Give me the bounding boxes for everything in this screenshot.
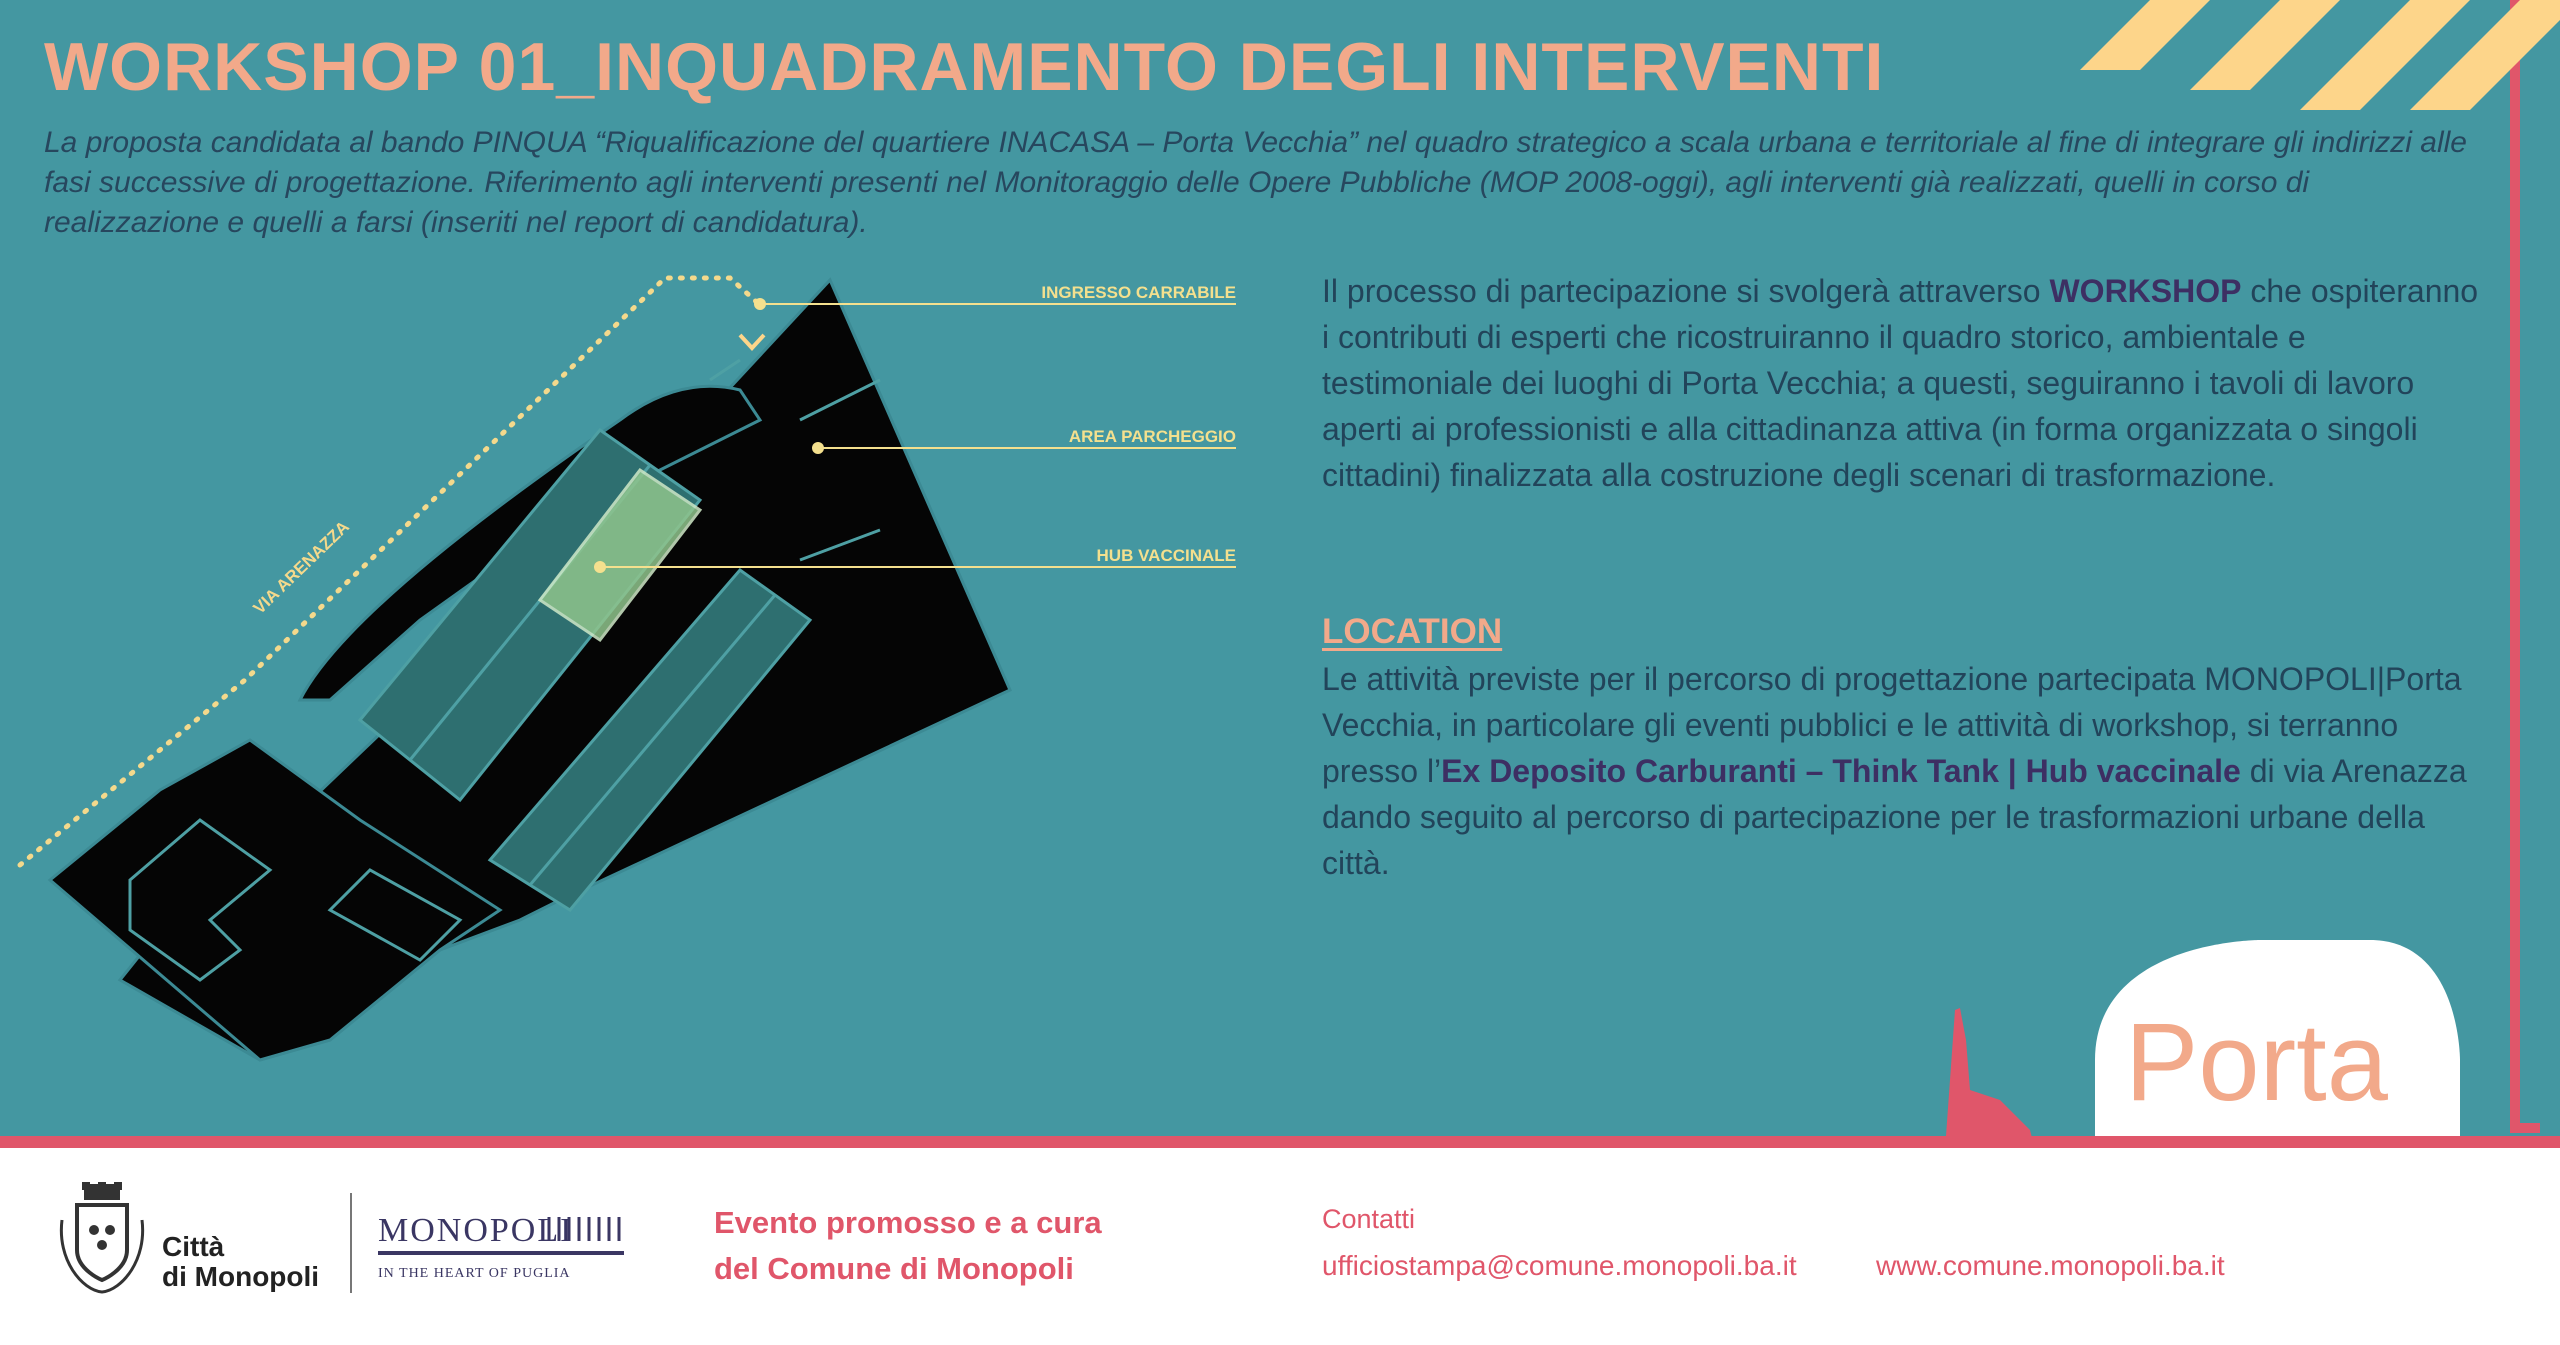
yellow-stripes-decoration: [2080, 0, 2560, 110]
city-name: Città di Monopoli: [162, 1231, 320, 1292]
entry-chevron-icon: [740, 335, 764, 348]
page-title: WORKSHOP 01_INQUADRAMENTO DEGLI INTERVENTI: [44, 29, 1885, 105]
website-link[interactable]: www.comune.monopoli.ba.it: [1876, 1250, 2225, 1281]
site-map: [0, 260, 1300, 1120]
location-paragraph: Le attività previste per il percorso di progettazione partecipata MONOPOLI|Porta Vecchia, in particolare gli eventi pubblici e le attività di workshop, si terranno presso l’Ex Deposito Carburanti – Think Tank | Hub vaccinale di via Arenazza dando seguito al percorso di partecipazione per le trasformazioni urbane della città.: [1322, 661, 2467, 881]
callout-area-parcheggio: AREA PARCHEGGIO: [1068, 427, 1236, 446]
contact-email-link[interactable]: ufficiostampa@comune.monopoli.ba.it: [1322, 1250, 1797, 1281]
callout-ingresso-carrabile: INGRESSO CARRABILE: [1041, 283, 1236, 302]
bell-tower-silhouette: [1945, 1008, 2035, 1150]
page-subtitle: La proposta candidata al bando PINQUA “Riqualificazione del quartiere INACASA – Porta Vecchia” nel quadro strategico a scala urbana e territoriale al fine di integrare gli indirizzi alle fasi successive di progettazione. Riferimento agli interventi presenti nel Monitoraggio delle Opere Pubbliche (MOP 2008-oggi), agli interventi già realizzati, quelli in corso di realizzazione e quelli a farsi (inseriti nel report di candidatura).: [44, 126, 2467, 239]
city-crest-icon: [52, 1180, 152, 1300]
venue-name: Ex Deposito Carburanti – Think Tank | Hub vaccinale: [1441, 753, 2241, 789]
promo-text: Evento promosso e a cura del Comune di Monopoli: [714, 1205, 1102, 1286]
contact-label: Contatti: [1322, 1204, 1416, 1234]
mono-tagline: IN THE HEART OF PUGLIA: [378, 1266, 571, 1281]
logo-porta: Porta: [2125, 1001, 2388, 1124]
street-label: VIA ARENAZZA: [249, 517, 353, 618]
footer-divider-line: [0, 1136, 2560, 1148]
footer-logo-divider: [350, 1193, 352, 1293]
intro-paragraph: Il processo di partecipazione si svolgerà attraverso WORKSHOP che ospiteranno i contributi di esperti che ricostruiranno il quadro storico, ambientale e testimoniale dei luoghi di Porta Vecchia; a questi, seguiranno i tavoli di lavoro aperti ai professionisti e alla cittadinanza attiva (in forma organizzata o singoli cittadini) finalizzata alla costruzione degli scenari di trasformazione.: [1322, 273, 2479, 493]
monopoli-brand-logo: [374, 1205, 634, 1285]
mono-brand-text: MONOPOLI: [378, 1212, 574, 1249]
workshop-keyword: WORKSHOP: [2049, 273, 2242, 309]
location-heading: LOCATION: [1322, 612, 1503, 651]
callout-hub-vaccinale: HUB VACCINALE: [1096, 546, 1236, 565]
